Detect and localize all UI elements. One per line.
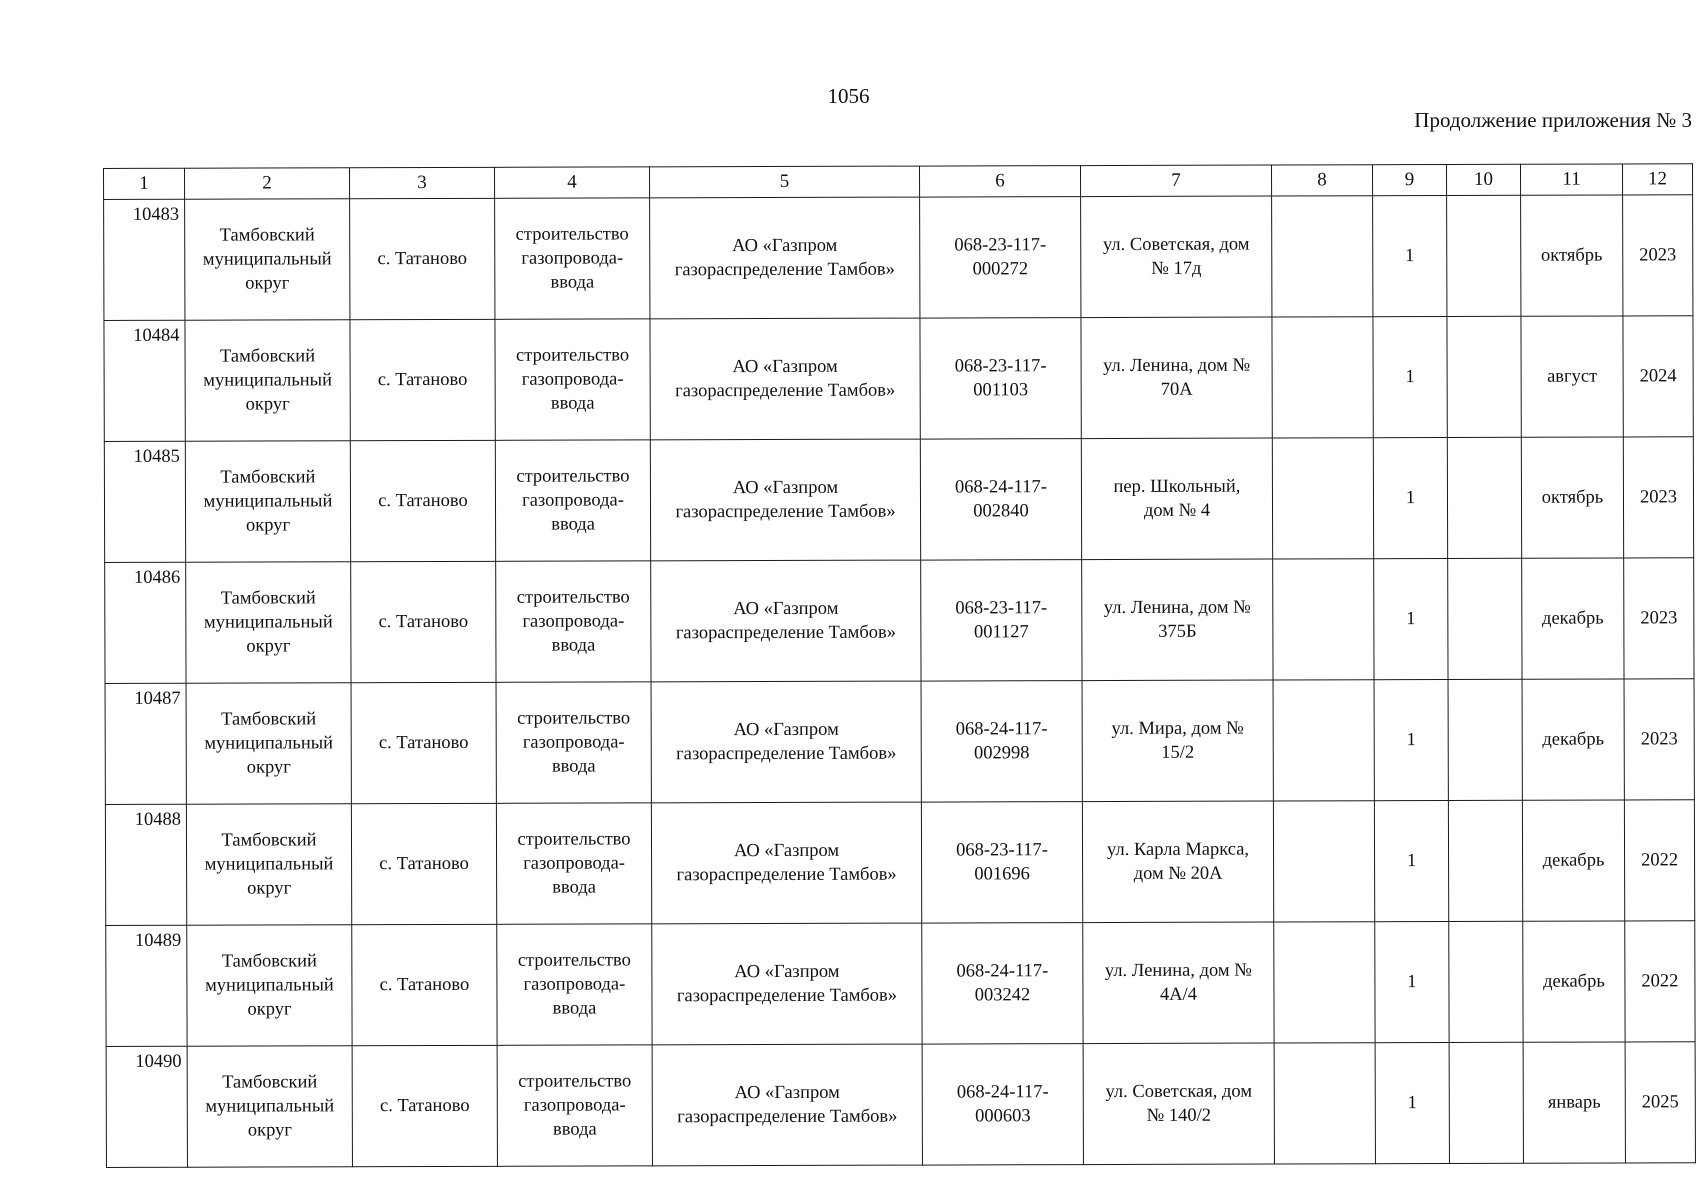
cell-text-code: 001127 — [973, 622, 1029, 643]
column-8-cell — [1272, 438, 1373, 559]
cell-text-work: газопровода- — [522, 490, 624, 511]
record-number-cell — [106, 1046, 187, 1167]
cell-text-month: декабрь — [1542, 850, 1605, 871]
cell-text-district: Тамбовский — [221, 830, 317, 851]
organization-cell — [651, 560, 921, 682]
cell-text-month: октябрь — [1541, 245, 1603, 266]
work-type-cell — [495, 319, 650, 440]
settlement-cell — [351, 803, 496, 924]
column-8-cell — [1274, 922, 1375, 1043]
table-header-row — [104, 164, 1693, 200]
column-10-cell — [1447, 316, 1521, 437]
month-cell — [1523, 921, 1625, 1042]
settlement-cell — [350, 319, 495, 440]
cell-text-code: 000272 — [972, 259, 1029, 280]
cell-text-qty: 1 — [1405, 367, 1415, 388]
cell-text-settlement: с. Татаново — [378, 611, 469, 633]
cell-text-year: 2023 — [1639, 487, 1678, 508]
quantity-cell — [1374, 559, 1448, 680]
year-cell — [1623, 437, 1693, 558]
column-header: 7 — [1080, 165, 1271, 197]
cell-text-settlement: с. Татаново — [379, 853, 469, 875]
cell-text-work: ввода — [552, 1119, 597, 1140]
cell-text-settlement: с. Татаново — [377, 369, 468, 391]
cell-text-code: 003242 — [974, 985, 1031, 1006]
settlement-cell — [352, 1045, 497, 1166]
cell-text-year: 2023 — [1640, 608, 1678, 629]
column-header: 2 — [185, 168, 350, 199]
cell-text-district: Тамбовский — [219, 346, 316, 367]
cell-text-work: газопровода- — [523, 853, 625, 874]
cell-text-work: газопровода- — [522, 732, 625, 753]
cell-text-work: строительство — [515, 224, 629, 245]
cell-text-org: газораспределение Тамбов» — [675, 622, 896, 644]
cell-text-district: округ — [246, 757, 291, 778]
work-type-cell — [495, 198, 650, 319]
cell-text-org: газораспределение Тамбов» — [676, 864, 897, 886]
month-cell — [1522, 558, 1624, 679]
cell-text-num: 10490 — [135, 1051, 182, 1072]
cell-text-year: 2025 — [1641, 1092, 1679, 1113]
column-10-cell — [1448, 800, 1522, 921]
page-number: 1056 — [827, 84, 870, 108]
record-number-cell — [106, 925, 187, 1046]
cell-text-district: муниципальный — [202, 249, 332, 270]
cell-text-num: 10487 — [134, 688, 181, 709]
cell-text-address: 375Б — [1158, 621, 1197, 642]
address-cell — [1082, 801, 1273, 923]
year-cell — [1623, 195, 1693, 316]
settlement-cell — [352, 924, 497, 1045]
settlement-cell — [350, 440, 495, 561]
cell-text-work: строительство — [517, 950, 631, 971]
year-cell — [1624, 800, 1694, 921]
object-code-cell — [921, 560, 1082, 681]
year-cell — [1624, 679, 1694, 800]
work-type-cell — [496, 682, 651, 803]
table-row — [104, 437, 1693, 563]
cell-text-district: муниципальный — [203, 612, 333, 633]
cell-text-code: 002998 — [973, 743, 1030, 764]
cell-text-work: газопровода- — [522, 611, 625, 632]
cell-text-address: дом № 20А — [1133, 863, 1223, 884]
district-cell — [187, 1046, 352, 1167]
cell-text-settlement: с. Татаново — [377, 248, 468, 270]
column-8-cell — [1274, 1043, 1375, 1164]
table-body — [104, 195, 1696, 1168]
column-header: 9 — [1372, 165, 1446, 196]
organization-cell — [650, 318, 920, 440]
cell-text-work: ввода — [551, 514, 595, 535]
organization-cell — [650, 197, 920, 319]
district-cell — [185, 199, 350, 320]
cell-text-district: округ — [245, 273, 290, 294]
table-row — [104, 195, 1693, 321]
cell-text-address: ул. Ленина, дом № — [1103, 597, 1251, 619]
cell-text-num: 10489 — [135, 930, 182, 951]
cell-text-org: газораспределение Тамбов» — [675, 501, 896, 523]
cell-text-year: 2023 — [1639, 245, 1677, 266]
cell-text-address: № 140/2 — [1146, 1105, 1212, 1126]
month-cell — [1523, 1042, 1625, 1163]
cell-text-code: 068-23-117- — [955, 598, 1048, 619]
cell-text-qty: 1 — [1406, 609, 1416, 630]
address-cell — [1083, 1043, 1274, 1165]
column-10-cell — [1447, 195, 1521, 316]
cell-text-work: строительство — [518, 1071, 632, 1092]
column-10-cell — [1448, 558, 1522, 679]
district-cell — [186, 804, 351, 925]
cell-text-code: 068-24-117- — [956, 1082, 1049, 1103]
cell-text-num: 10484 — [133, 325, 180, 346]
column-header: 3 — [350, 167, 495, 198]
organization-cell — [651, 681, 921, 803]
cell-text-org: АО «Газпром — [734, 1082, 840, 1104]
year-cell — [1623, 316, 1693, 437]
year-cell — [1625, 1042, 1695, 1163]
record-number-cell — [105, 683, 186, 804]
cell-text-code: 068-23-117- — [954, 356, 1047, 377]
cell-text-org: газораспределение Тамбов» — [676, 985, 898, 1007]
column-8-cell — [1273, 680, 1374, 801]
cell-text-qty: 1 — [1406, 730, 1416, 751]
column-header: 10 — [1446, 164, 1520, 195]
cell-text-org: АО «Газпром — [732, 235, 838, 257]
cell-text-month: декабрь — [1543, 971, 1605, 992]
table-row — [105, 558, 1694, 684]
object-code-cell — [922, 1044, 1083, 1165]
cell-text-address: ул. Ленина, дом № — [1104, 960, 1252, 982]
cell-text-district: округ — [245, 394, 290, 415]
district-cell — [186, 683, 351, 804]
cell-text-address: ул. Карла Маркса, — [1106, 839, 1250, 861]
column-header: 1 — [104, 168, 185, 199]
cell-text-district: округ — [247, 1120, 292, 1141]
cell-text-district: Тамбовский — [220, 588, 316, 609]
cell-text-org: АО «Газпром — [732, 477, 839, 499]
district-cell — [186, 562, 351, 683]
cell-text-year: 2022 — [1641, 850, 1679, 871]
quantity-cell — [1374, 801, 1448, 922]
address-cell — [1081, 317, 1272, 439]
cell-text-district: Тамбовский — [221, 709, 317, 730]
column-10-cell — [1448, 679, 1522, 800]
cell-text-work: ввода — [550, 272, 595, 293]
cell-text-code: 001696 — [974, 864, 1030, 885]
cell-text-year: 2023 — [1640, 729, 1678, 750]
table-row — [106, 921, 1695, 1047]
cell-text-org: АО «Газпром — [734, 961, 840, 983]
month-cell — [1521, 195, 1623, 316]
cell-text-district: муниципальный — [204, 854, 334, 875]
cell-text-district: Тамбовский — [221, 951, 317, 972]
cell-text-qty: 1 — [1405, 488, 1416, 509]
column-8-cell — [1273, 801, 1374, 922]
table-row — [104, 316, 1693, 442]
cell-text-district: округ — [245, 515, 291, 536]
cell-text-work: газопровода- — [521, 248, 624, 269]
column-header: 12 — [1622, 164, 1692, 195]
table-row — [105, 800, 1694, 926]
month-cell — [1522, 679, 1624, 800]
cell-text-org: АО «Газпром — [732, 356, 838, 378]
cell-text-year: 2022 — [1641, 971, 1679, 992]
cell-text-org: АО «Газпром — [733, 719, 839, 741]
cell-text-settlement: с. Татаново — [379, 1095, 470, 1117]
cell-text-work: строительство — [517, 829, 631, 850]
cell-text-settlement: с. Татаново — [378, 732, 469, 754]
cell-text-qty: 1 — [1406, 851, 1417, 872]
cell-text-district: муниципальный — [205, 975, 334, 996]
cell-text-num: 10485 — [133, 446, 180, 467]
cell-text-work: ввода — [552, 877, 597, 898]
quantity-cell — [1374, 680, 1448, 801]
column-header: 6 — [919, 166, 1080, 197]
registry-table — [103, 163, 1696, 1168]
object-code-cell — [920, 318, 1081, 439]
organization-cell — [651, 802, 921, 924]
cell-text-qty: 1 — [1407, 972, 1417, 993]
cell-text-address: дом № 4 — [1143, 500, 1211, 521]
cell-text-address: 4А/4 — [1159, 984, 1197, 1005]
record-number-cell — [105, 804, 186, 925]
work-type-cell — [495, 440, 650, 561]
cell-text-code: 068-24-117- — [955, 477, 1047, 498]
cell-text-org: АО «Газпром — [733, 840, 840, 862]
cell-text-address: пер. Школьный, — [1113, 476, 1241, 498]
object-code-cell — [922, 923, 1083, 1044]
cell-text-work: строительство — [516, 466, 630, 487]
cell-text-num: 10486 — [133, 567, 181, 588]
cell-text-org: АО «Газпром — [733, 598, 839, 620]
quantity-cell — [1375, 1043, 1449, 1164]
cell-text-work: строительство — [517, 708, 631, 729]
cell-text-work: ввода — [552, 998, 597, 1019]
cell-text-district: Тамбовский — [222, 1072, 318, 1093]
cell-text-address: 70А — [1160, 379, 1193, 400]
table-row — [106, 1042, 1695, 1168]
cell-text-work: ввода — [551, 635, 596, 656]
cell-text-work: газопровода- — [521, 369, 624, 390]
cell-text-work: газопровода- — [523, 974, 626, 995]
cell-text-code: 068-23-117- — [954, 235, 1047, 256]
object-code-cell — [920, 439, 1081, 560]
month-cell — [1521, 316, 1623, 437]
organization-cell — [650, 439, 920, 561]
cell-text-district: Тамбовский — [219, 225, 315, 246]
cell-text-settlement: с. Татаново — [379, 974, 470, 996]
cell-text-code: 068-23-117- — [956, 840, 1048, 861]
address-cell — [1082, 559, 1273, 681]
cell-text-code: 068-24-117- — [956, 961, 1049, 982]
month-cell — [1522, 800, 1624, 921]
cell-text-district: Тамбовский — [220, 467, 316, 488]
cell-text-qty: 1 — [1407, 1093, 1417, 1114]
year-cell — [1624, 558, 1694, 679]
record-number-cell — [104, 441, 185, 562]
cell-text-month: август — [1547, 366, 1598, 387]
cell-text-district: муниципальный — [204, 733, 334, 754]
settlement-cell — [351, 682, 496, 803]
object-code-cell — [920, 197, 1081, 318]
cell-text-district: муниципальный — [203, 370, 333, 391]
object-code-cell — [921, 681, 1082, 802]
cell-text-address: ул. Советская, дом — [1102, 234, 1250, 256]
cell-text-month: октябрь — [1541, 487, 1604, 508]
quantity-cell — [1373, 196, 1447, 317]
cell-text-work: строительство — [516, 587, 630, 608]
cell-text-org: газораспределение Тамбов» — [674, 259, 895, 281]
work-type-cell — [496, 561, 651, 682]
cell-text-address: ул. Ленина, дом № — [1103, 355, 1251, 377]
cell-text-code: 002840 — [973, 501, 1029, 522]
settlement-cell — [351, 561, 496, 682]
cell-text-work: строительство — [515, 345, 630, 366]
settlement-cell — [350, 198, 495, 319]
cell-text-year: 2024 — [1639, 366, 1677, 387]
cell-text-district: муниципальный — [203, 491, 333, 512]
column-8-cell — [1272, 317, 1373, 438]
column-10-cell — [1449, 921, 1523, 1042]
table-row — [105, 679, 1694, 805]
cell-text-code: 001103 — [973, 380, 1029, 401]
cell-text-month: декабрь — [1542, 729, 1605, 750]
month-cell — [1521, 437, 1623, 558]
cell-text-month: январь — [1547, 1092, 1601, 1113]
district-cell — [185, 441, 350, 562]
quantity-cell — [1373, 317, 1447, 438]
column-header: 11 — [1520, 164, 1622, 195]
cell-text-address: ул. Советская, дом — [1105, 1081, 1253, 1103]
record-number-cell — [104, 199, 185, 320]
cell-text-settlement: с. Татаново — [378, 490, 468, 512]
cell-text-district: муниципальный — [205, 1096, 335, 1117]
object-code-cell — [921, 802, 1082, 923]
cell-text-org: газораспределение Тамбов» — [675, 380, 896, 402]
column-header: 4 — [494, 167, 649, 198]
address-cell — [1081, 196, 1272, 318]
work-type-cell — [497, 1045, 652, 1166]
cell-text-org: газораспределение Тамбов» — [677, 1106, 898, 1128]
cell-text-work: газопровода- — [523, 1095, 626, 1116]
cell-text-work: ввода — [551, 756, 596, 777]
cell-text-code: 068-24-117- — [955, 719, 1048, 740]
cell-text-address: 15/2 — [1161, 742, 1195, 763]
record-number-cell — [104, 320, 185, 441]
cell-text-address: ул. Мира, дом № — [1111, 718, 1244, 740]
cell-text-num: 10483 — [132, 204, 180, 225]
quantity-cell — [1375, 922, 1449, 1043]
column-8-cell — [1273, 559, 1374, 680]
appendix-continuation-note: Продолжение приложения № 3 — [1414, 108, 1692, 132]
work-type-cell — [496, 803, 651, 924]
cell-text-district: округ — [247, 878, 292, 899]
year-cell — [1625, 921, 1695, 1042]
quantity-cell — [1373, 438, 1447, 559]
work-type-cell — [497, 924, 652, 1045]
organization-cell — [652, 923, 922, 1045]
column-header: 8 — [1271, 165, 1372, 196]
column-10-cell — [1449, 1042, 1523, 1163]
cell-text-work: ввода — [550, 393, 595, 414]
cell-text-code: 000603 — [975, 1106, 1031, 1127]
cell-text-address: № 17д — [1151, 258, 1202, 279]
address-cell — [1081, 438, 1272, 560]
column-10-cell — [1447, 437, 1521, 558]
address-cell — [1082, 680, 1273, 802]
cell-text-qty: 1 — [1405, 246, 1415, 267]
cell-text-org: газораспределение Тамбов» — [676, 743, 897, 765]
cell-text-district: округ — [247, 999, 292, 1020]
district-cell — [187, 925, 352, 1046]
cell-text-month: декабрь — [1541, 608, 1604, 629]
record-number-cell — [105, 562, 186, 683]
cell-text-num: 10488 — [134, 809, 181, 830]
cell-text-district: округ — [246, 636, 291, 657]
column-8-cell — [1272, 196, 1373, 317]
district-cell — [185, 320, 350, 441]
column-header: 5 — [649, 166, 919, 198]
organization-cell — [652, 1044, 922, 1166]
address-cell — [1083, 922, 1274, 1044]
